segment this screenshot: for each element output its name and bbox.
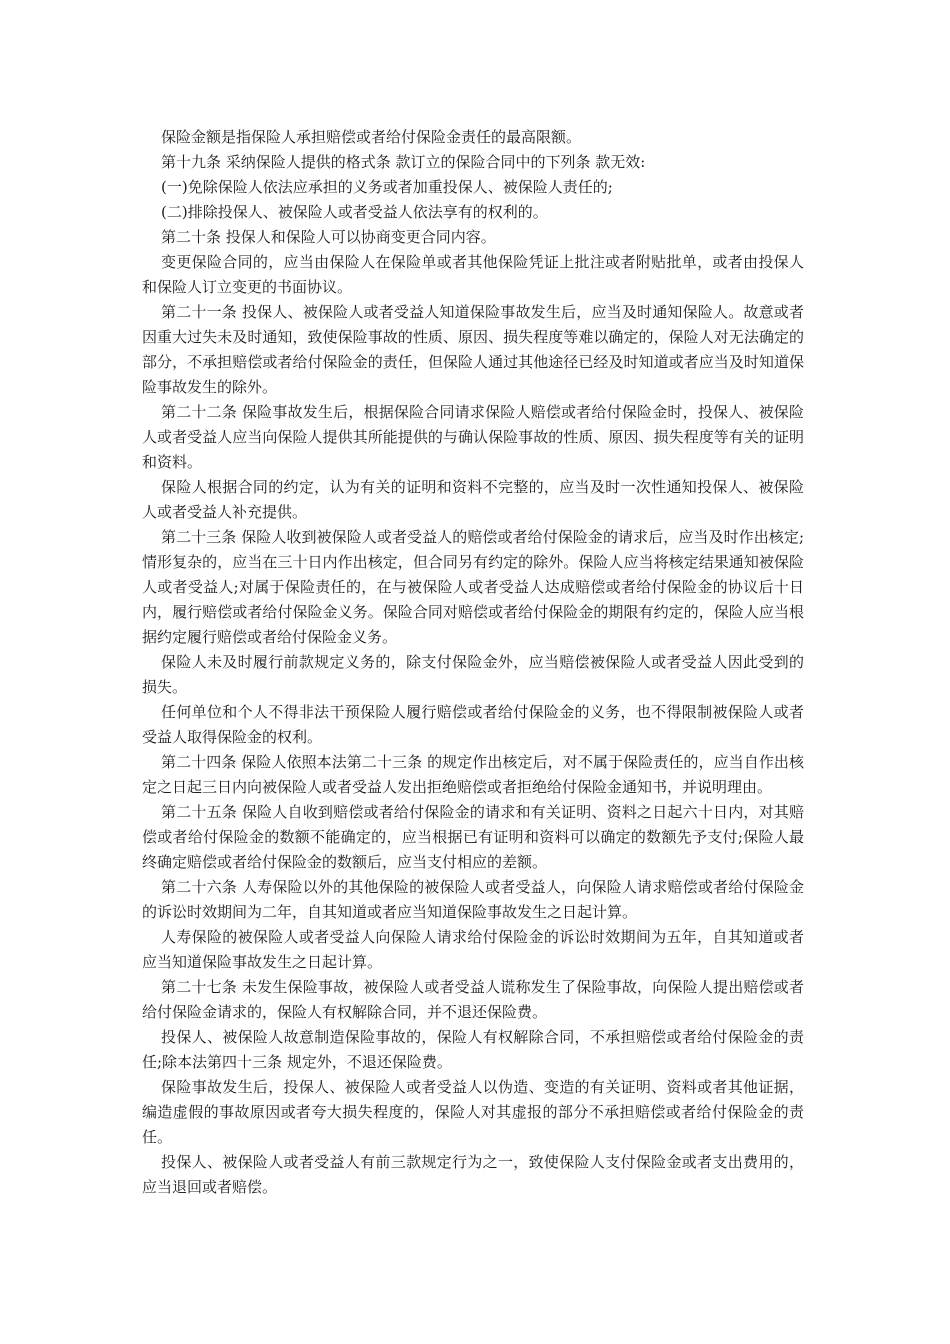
paragraph: 第二十七条 未发生保险事故，被保险人或者受益人谎称发生了保险事故，向保险人提出赔偿或者给付保险金请求的，保险人有权解除合同，并不退还保险费。 [142, 978, 804, 1021]
paragraph: 第二十四条 保险人依照本法第二十三条 的规定作出核定后，对不属于保险责任的，应当自作出核定之日起三日内向被保险人或者受益人发出拒绝赔偿或者拒绝给付保险金通知书，并说明理由。 [142, 753, 804, 796]
paragraph: 第二十条 投保人和保险人可以协商变更合同内容。 [161, 228, 496, 246]
paragraph: 保险人未及时履行前款规定义务的，除支付保险金外，应当赔偿被保险人或者受益人因此受到的损失。 [142, 653, 804, 696]
paragraph: 第二十三条 保险人收到被保险人或者受益人的赔偿或者给付保险金的请求后，应当及时作出核定;情形复杂的，应当在三十日内作出核定，但合同另有约定的除外。保险人应当将核定结果通知被保险人或者受益人;对属于保险责任的，在与被保险人或者受益人达成赔偿或者给付保险金的协议后十日内，履行赔偿或者给付保险金义务。保险合同对赔偿或者给付保险金的期限有约定的，保险人应当根据约定履行赔偿或者给付保险金义务。 [142, 528, 804, 646]
paragraph: 保险金额是指保险人承担赔偿或者给付保险金责任的最高限额。 [161, 128, 582, 146]
paragraph: 第二十六条 人寿保险以外的其他保险的被保险人或者受益人，向保险人请求赔偿或者给付保险金的诉讼时效期间为二年，自其知道或者应当知道保险事故发生之日起计算。 [142, 878, 804, 921]
paragraph: 投保人、被保险人或者受益人有前三款规定行为之一，致使保险人支付保险金或者支出费用的，应当退回或者赔偿。 [142, 1153, 804, 1196]
paragraph: 保险人根据合同的约定，认为有关的证明和资料不完整的，应当及时一次性通知投保人、被保险人或者受益人补充提供。 [142, 478, 804, 521]
document-body [142, 125, 804, 1200]
paragraph: 变更保险合同的，应当由保险人在保险单或者其他保险凭证上批注或者附贴批单，或者由投保人和保险人订立变更的书面协议。 [142, 253, 804, 296]
paragraph: 第二十五条 保险人自收到赔偿或者给付保险金的请求和有关证明、资料之日起六十日内，对其赔偿或者给付保险金的数额不能确定的，应当根据已有证明和资料可以确定的数额先予支付;保险人最终确定赔偿或者给付保险金的数额后，应当支付相应的差额。 [142, 803, 804, 871]
paragraph: 第二十二条 保险事故发生后，根据保险合同请求保险人赔偿或者给付保险金时，投保人、被保险人或者受益人应当向保险人提供其所能提供的与确认保险事故的性质、原因、损失程度等有关的证明和资料。 [142, 403, 804, 471]
paragraph: 第二十一条 投保人、被保险人或者受益人知道保险事故发生后，应当及时通知保险人。故意或者因重大过失未及时通知，致使保险事故的性质、原因、损失程度等难以确定的，保险人对无法确定的部分，不承担赔偿或者给付保险金的责任，但保险人通过其他途径已经及时知道或者应当及时知道保险事故发生的除外。 [142, 303, 804, 396]
paragraph: 人寿保险的被保险人或者受益人向保险人请求给付保险金的诉讼时效期间为五年，自其知道或者应当知道保险事故发生之日起计算。 [142, 928, 804, 971]
paragraph: (二)排除投保人、被保险人或者受益人依法享有的权利的。 [161, 203, 548, 221]
paragraph: 投保人、被保险人故意制造保险事故的，保险人有权解除合同，不承担赔偿或者给付保险金的责任;除本法第四十三条 规定外，不退还保险费。 [142, 1028, 804, 1071]
paragraph: (一)免除保险人依法应承担的义务或者加重投保人、被保险人责任的; [161, 178, 613, 196]
paragraph: 任何单位和个人不得非法干预保险人履行赔偿或者给付保险金的义务，也不得限制被保险人或者受益人取得保险金的权利。 [142, 703, 804, 746]
paragraph: 第十九条 采纳保险人提供的格式条 款订立的保险合同中的下列条 款无效: [161, 153, 646, 171]
paragraph: 保险事故发生后，投保人、被保险人或者受益人以伪造、变造的有关证明、资料或者其他证据，编造虚假的事故原因或者夸大损失程度的，保险人对其虚报的部分不承担赔偿或者给付保险金的责任。 [142, 1078, 804, 1146]
